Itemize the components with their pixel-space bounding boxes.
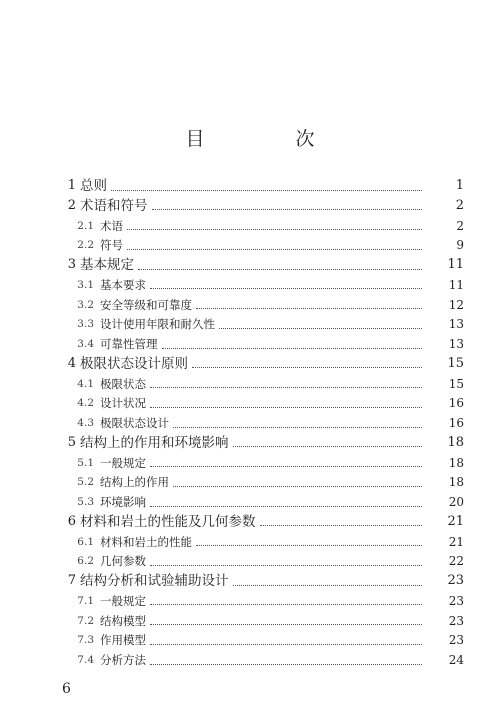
toc-entry-page: 18 <box>448 475 464 490</box>
toc-entry-number: 6.1 <box>77 535 94 548</box>
toc-entry-page: 18 <box>448 455 464 470</box>
toc-entry-title: 基本规定 <box>80 257 134 273</box>
dot-leader <box>162 348 423 349</box>
toc-entry-page: 22 <box>448 554 464 569</box>
dot-leader <box>219 328 422 329</box>
toc-entry-title: 结构上的作用和环境影响 <box>80 434 229 451</box>
toc-entry-page: 9 <box>456 238 464 253</box>
dot-leader <box>150 664 422 665</box>
dot-leader <box>173 427 422 428</box>
toc-entry-number: 4.3 <box>77 417 94 429</box>
toc-entry-title: 极限状态设计 <box>100 416 169 430</box>
toc-entry-number: 3.4 <box>77 338 94 350</box>
toc-entry-title: 设计状况 <box>100 396 146 411</box>
toc-entry-page: 2 <box>456 218 464 233</box>
toc-section-entry <box>0 334 500 354</box>
toc-entry-title: 结构分析和试验辅助设计 <box>80 573 229 589</box>
toc-section-entry <box>0 532 500 552</box>
dot-leader <box>196 545 422 546</box>
toc-entry-page: 15 <box>448 376 464 391</box>
dot-leader <box>173 486 422 487</box>
toc-section-entry <box>0 551 500 571</box>
toc-entry-number: 7.4 <box>77 654 94 666</box>
toc-entry-number: 6 <box>67 513 76 529</box>
toc-entry-page: 13 <box>448 317 464 332</box>
toc-entry-number: 7.2 <box>77 614 94 627</box>
toc-section-entry <box>0 235 500 255</box>
toc-entry-number: 6.2 <box>77 555 94 568</box>
toc-entry-title: 术语和符号 <box>80 197 148 214</box>
toc-section-entry <box>0 216 500 236</box>
toc-entry-page: 13 <box>448 337 464 351</box>
toc-entry-number: 7.1 <box>77 594 94 607</box>
toc-section-entry <box>0 295 500 315</box>
page-title: 目 次 <box>185 128 351 150</box>
toc-entry-page: 11 <box>447 257 464 272</box>
toc-entry-page: 23 <box>448 613 464 628</box>
toc-entry-title: 材料和岩土的性能 <box>100 534 192 549</box>
toc-entry-page: 18 <box>447 434 464 450</box>
toc-chapter-entry <box>0 196 500 216</box>
toc-section-entry <box>0 393 500 413</box>
toc-section-entry <box>0 374 500 394</box>
dot-leader <box>196 308 422 309</box>
page-number: 6 <box>62 681 71 697</box>
toc-entry-page: 20 <box>448 495 464 509</box>
toc-entry-number: 2.2 <box>77 239 94 252</box>
toc-entry-page: 1 <box>455 178 464 193</box>
toc-entry-title: 设计使用年限和耐久性 <box>100 317 215 332</box>
dot-leader <box>152 209 423 210</box>
toc-section-entry <box>0 650 500 670</box>
toc-chapter-entry <box>0 433 500 453</box>
dot-leader <box>150 565 422 566</box>
toc-chapter-entry <box>0 176 500 196</box>
toc-section-entry <box>0 275 500 295</box>
toc-entry-title: 一般规定 <box>100 455 146 470</box>
toc-chapter-entry <box>0 255 500 275</box>
toc-entry-title: 环境影响 <box>100 495 146 509</box>
toc-entry-number: 3.3 <box>77 318 94 331</box>
toc-chapter-entry <box>0 571 500 591</box>
toc-entry-title: 作用模型 <box>100 633 146 648</box>
dot-leader <box>233 446 423 447</box>
toc-section-entry <box>0 314 500 334</box>
toc-section-entry <box>0 630 500 650</box>
toc-entry-page: 21 <box>447 513 464 529</box>
toc-entry-number: 4.2 <box>77 397 94 410</box>
dot-leader <box>150 466 422 467</box>
toc-entry-number: 3 <box>67 257 76 272</box>
toc-entry-page: 16 <box>448 396 464 411</box>
toc-entry-number: 4 <box>67 355 76 371</box>
toc-entry-number: 3.2 <box>77 298 94 311</box>
toc-entry-title: 符号 <box>100 238 123 253</box>
dot-leader <box>260 525 423 526</box>
toc-entry-title: 结构上的作用 <box>100 475 169 490</box>
toc-section-entry <box>0 413 500 433</box>
toc-entry-page: 16 <box>448 416 464 430</box>
toc-entry-number: 2 <box>67 197 76 213</box>
toc-entry-page: 23 <box>447 573 464 588</box>
toc-entry-page: 23 <box>448 593 464 608</box>
toc-entry-title: 材料和岩土的性能及几何参数 <box>80 513 256 530</box>
dot-leader <box>111 190 422 191</box>
dot-leader <box>150 506 422 507</box>
toc-entry-number: 5 <box>67 434 76 450</box>
toc-entry-number: 2.1 <box>77 219 94 232</box>
toc-section-entry <box>0 611 500 631</box>
toc-entry-number: 7 <box>67 573 76 588</box>
toc-section-entry <box>0 453 500 473</box>
dot-leader <box>138 269 422 270</box>
dot-leader <box>127 229 422 230</box>
dot-leader <box>150 624 422 625</box>
toc-entry-title: 可靠性管理 <box>100 337 158 351</box>
toc-entry-title: 术语 <box>100 218 123 233</box>
toc-entry-page: 12 <box>448 297 464 312</box>
dot-leader <box>150 407 422 408</box>
dot-leader <box>150 387 422 388</box>
toc-entry-number: 7.3 <box>77 634 94 647</box>
dot-leader <box>150 288 422 289</box>
toc-entry-title: 总则 <box>80 178 107 194</box>
toc-entry-page: 11 <box>448 277 464 292</box>
toc-entry-page: 23 <box>448 633 464 648</box>
toc-entry-page: 2 <box>455 197 464 213</box>
dot-leader <box>127 249 422 250</box>
dot-leader <box>150 604 422 605</box>
toc-entry-title: 几何参数 <box>100 554 146 569</box>
toc-entry-number: 1 <box>67 178 76 193</box>
toc-entry-title: 一般规定 <box>100 593 146 608</box>
toc-section-entry <box>0 472 500 492</box>
dot-leader <box>150 644 422 645</box>
toc-entry-page: 24 <box>448 653 464 667</box>
toc-entry-title: 安全等级和可靠度 <box>100 297 192 312</box>
toc-entry-title: 结构模型 <box>100 613 146 628</box>
toc-entry-number: 4.1 <box>77 377 94 390</box>
toc-entry-number: 5.2 <box>77 476 94 489</box>
toc-entry-title: 基本要求 <box>100 277 146 292</box>
toc-section-entry <box>0 591 500 611</box>
toc-entry-title: 极限状态 <box>100 376 146 391</box>
toc-entry-title: 分析方法 <box>100 653 146 667</box>
toc-chapter-entry <box>0 512 500 532</box>
toc-entry-number: 5.1 <box>77 456 94 469</box>
toc-chapter-entry <box>0 354 500 374</box>
toc-entry-page: 15 <box>447 355 464 371</box>
toc-entry-number: 3.1 <box>77 278 94 291</box>
toc-section-entry <box>0 492 500 512</box>
toc-entry-page: 21 <box>448 534 464 549</box>
dot-leader <box>233 585 423 586</box>
toc-entry-title: 极限状态设计原则 <box>80 355 188 372</box>
toc-entry-number: 5.3 <box>77 496 94 508</box>
dot-leader <box>192 367 422 368</box>
